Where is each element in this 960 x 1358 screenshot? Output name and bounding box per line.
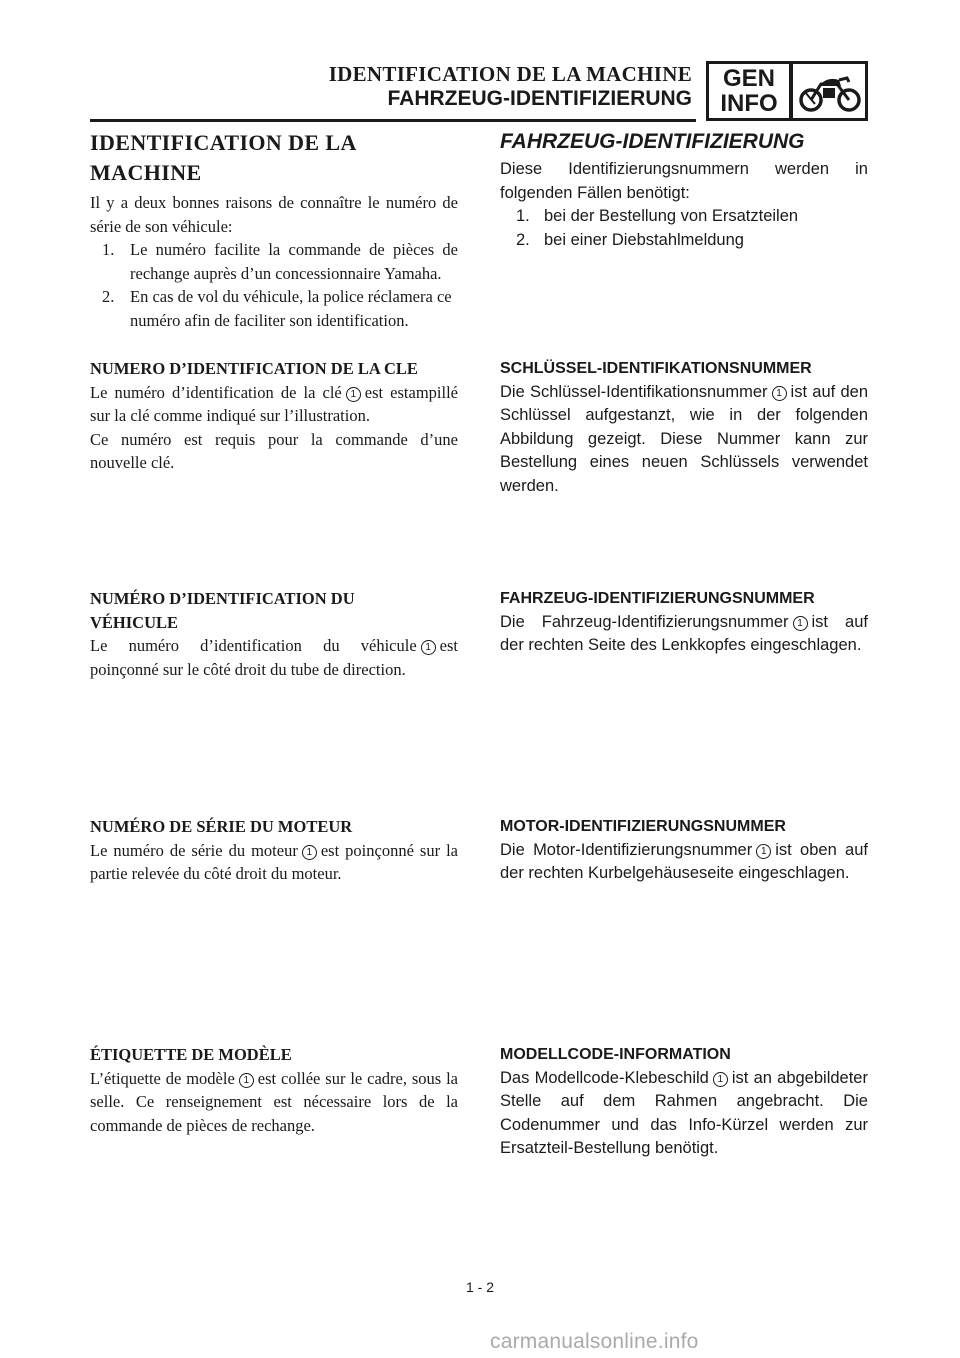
- de-label-text-a: Das Modellcode-Klebeschild: [500, 1068, 709, 1087]
- de-reason-text: bei der Bestellung von Ersatzteilen: [544, 207, 799, 225]
- de-key-text: [500, 381, 868, 499]
- fr-reason-text: En cas de vol du véhicule, la police réclamera ce numéro afin de faciliter son identification.: [130, 287, 452, 330]
- de-reason-item: [500, 229, 868, 253]
- fr-reason-item: [90, 238, 458, 285]
- de-engine-section: [500, 815, 868, 886]
- badge-line-info: INFO: [720, 90, 778, 117]
- fr-vin-title-line2: VÉHICULE: [90, 612, 179, 632]
- fr-intro-section: [90, 128, 458, 332]
- fr-label-text-b: est collée sur le cadre, sous la selle. Ce renseignement est nécessaire lors de la commande de pièces de rechange.: [90, 1068, 458, 1135]
- callout-1-icon: 1: [756, 844, 771, 859]
- fr-label-text: [90, 1067, 458, 1138]
- fr-key-text: [90, 381, 458, 428]
- watermark: carmanualsonline.info: [490, 1330, 699, 1353]
- fr-heading-line1: IDENTIFICATION DE LA: [90, 130, 357, 155]
- de-vin-section: [500, 587, 868, 658]
- fr-reason-number: 1.: [102, 240, 115, 259]
- fr-vin-text-b: est poinçonné sur le côté droit du tube de direction.: [90, 636, 458, 679]
- de-key-section: [500, 357, 868, 498]
- de-reasons-list: [500, 205, 868, 252]
- callout-1-icon: 1: [239, 1073, 254, 1088]
- fr-reasons-list: [90, 238, 458, 332]
- fr-engine-title: NUMÉRO DE SÉRIE DU MOTEUR: [90, 817, 353, 836]
- de-label-title: MODELLCODE-INFORMATION: [500, 1046, 731, 1063]
- fr-engine-section: [90, 815, 458, 886]
- de-key-title: SCHLÜSSEL-IDENTIFIKATIONSNUMMER: [500, 360, 812, 377]
- callout-1-icon: 1: [302, 845, 317, 860]
- motorcycle-icon: [797, 70, 863, 114]
- de-vin-text-a: Die Fahrzeug-Identifizierungsnummer: [500, 612, 789, 631]
- callout-1-icon: 1: [346, 387, 361, 402]
- header-rule: [90, 119, 696, 122]
- fr-reason-number: 2.: [102, 287, 115, 306]
- fr-vin-title-line1: NUMÉRO D’IDENTIFICATION DU: [90, 589, 355, 608]
- motorcycle-badge: [790, 61, 868, 121]
- fr-vin-text-a: Le numéro d’identification du véhicule: [90, 636, 417, 655]
- fr-engine-text-a: Le numéro de série du moteur: [90, 840, 298, 860]
- fr-vin-section: [90, 587, 458, 681]
- de-reason-number: 1.: [516, 207, 530, 225]
- de-engine-text: [500, 839, 868, 886]
- de-label-text: [500, 1067, 868, 1161]
- de-intro-text: Diese Identifizierungsnummern werden in folgenden Fällen benötigt:: [500, 160, 868, 202]
- fr-heading-line2: MACHINE: [90, 160, 202, 185]
- fr-heading: [90, 128, 458, 188]
- fr-reason-item: [90, 285, 458, 332]
- fr-intro-text: Il y a deux bonnes raisons de connaître le numéro de série de son véhicule:: [90, 193, 458, 236]
- fr-label-text-a: L’étiquette de modèle: [90, 1068, 235, 1088]
- page-number: 1 - 2: [465, 1279, 494, 1295]
- de-vin-title: FAHRZEUG-IDENTIFIZIERUNGSNUMMER: [500, 590, 815, 607]
- fr-engine-text-b: est poinçonné sur la partie relevée du côté droit du moteur.: [90, 840, 458, 883]
- header-title-de: FAHRZEUG-IDENTIFIZIERUNG: [387, 87, 692, 110]
- de-heading: FAHRZEUG-IDENTIFIZIERUNG: [500, 130, 805, 153]
- fr-vin-text: [90, 634, 458, 681]
- de-intro-section: [500, 128, 868, 252]
- callout-1-icon: 1: [793, 616, 808, 631]
- de-key-text-b: ist auf den Schlüssel aufgestanzt, wie in der folgenden Abbildung gezeigt. Diese Nummer kann zur Bestellung eines neuen Schlüssels verwendet werden.: [500, 382, 868, 495]
- de-engine-text-a: Die Motor-Identifizierungsnummer: [500, 840, 753, 859]
- de-vin-text: [500, 611, 868, 658]
- fr-key-text-a: Le numéro d’identification de la clé: [90, 382, 342, 402]
- fr-vin-title: [90, 587, 458, 634]
- callout-1-icon: 1: [772, 386, 787, 401]
- fr-key-text-c: Ce numéro est requis pour la commande d’une nouvelle clé.: [90, 429, 458, 472]
- de-engine-title: MOTOR-IDENTIFIZIERUNGSNUMMER: [500, 818, 786, 835]
- de-label-text-b: ist an abgebildeter Stelle auf dem Rahmen angebracht. Die Codenummer und das Info-Kürzel werden zur Ersatzteil-Bestellung benötigt.: [500, 1068, 868, 1157]
- de-key-text-a: Die Schlüssel-Identifikationsnummer: [500, 382, 768, 401]
- gen-info-badge: [706, 61, 792, 121]
- callout-1-icon: 1: [421, 640, 436, 655]
- de-vin-text-b: ist auf der rechten Seite des Lenkkopfes eingeschlagen.: [500, 612, 868, 654]
- fr-label-title: ÉTIQUETTE DE MODÈLE: [90, 1045, 292, 1064]
- callout-1-icon: 1: [713, 1072, 728, 1087]
- fr-key-text-b: est estampillé sur la clé comme indiqué sur l’illustration.: [90, 382, 458, 425]
- de-reason-text: bei einer Diebstahlmeldung: [544, 230, 744, 249]
- fr-key-title: NUMERO D’IDENTIFICATION DE LA CLE: [90, 359, 418, 378]
- fr-label-section: [90, 1043, 458, 1137]
- badge-line-gen: GEN: [722, 65, 775, 92]
- fr-reason-text: Le numéro facilite la commande de pièces de rechange auprès d’un concessionnaire Yamaha.: [130, 240, 458, 283]
- header-title-fr: IDENTIFICATION DE LA MACHINE: [328, 62, 692, 86]
- de-label-section: [500, 1043, 868, 1161]
- de-engine-text-b: ist oben auf der rechten Kurbelgehäuseseite eingeschlagen.: [500, 840, 868, 882]
- de-reason-item: [500, 205, 868, 229]
- fr-key-section: [90, 357, 458, 475]
- de-reason-number: 2.: [516, 230, 530, 249]
- fr-engine-text: [90, 839, 458, 886]
